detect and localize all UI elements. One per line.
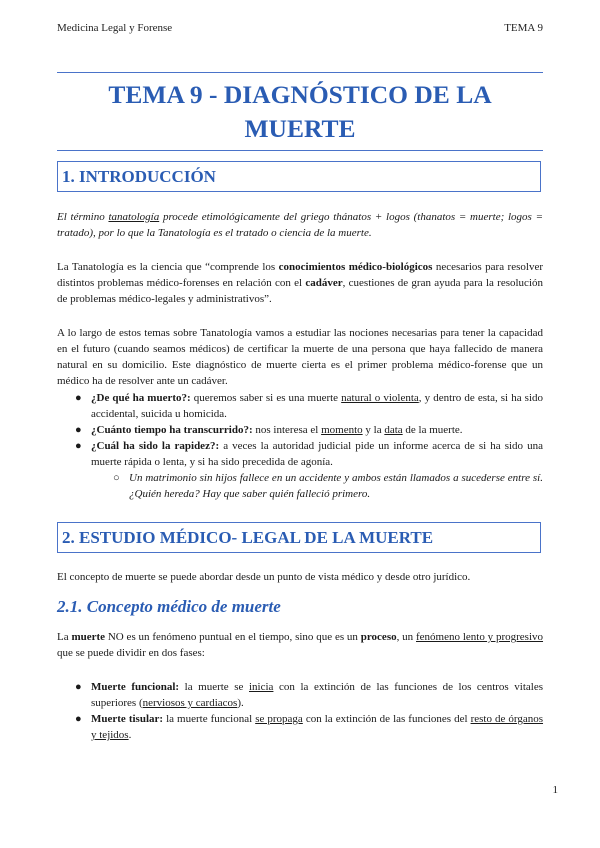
underlined-term: data <box>384 424 403 436</box>
section-heading-introduccion <box>57 161 541 192</box>
underlined-term: momento <box>321 424 363 436</box>
text-run: que se puede dividir en dos fases: <box>57 647 205 659</box>
bold-term: ¿Cuánto tiempo ha transcurrido?: <box>91 424 253 436</box>
bold-term: Muerte tisular: <box>91 713 164 725</box>
underlined-term: inicia <box>249 681 274 693</box>
list-item <box>57 422 543 438</box>
bullet-dot-icon: ● <box>75 681 82 693</box>
running-header <box>57 22 543 36</box>
text-run: . <box>128 729 132 741</box>
intro-paragraph <box>57 209 543 241</box>
text-run: procede etimológicamente del griego thánatos + logos (thanatos = muerte; logos = tratado), por lo que la Tanatología es el tratado o ciencia de la muerte. <box>57 211 543 239</box>
context-paragraph: A lo largo de estos temas sobre Tanatología vamos a estudiar las nociones necesarias para tener la capacidad en el futuro (cuando seamos médicos) de certificar la muerte de una persona que haya fallecido de manera natural en su domicilio. Este diagnóstico de muerte cierta es el primer problema médico-forense que un médico ha de resolver ante un cadáver. <box>57 327 543 387</box>
bullet-dot-icon: ● <box>75 424 82 436</box>
text-run: NO es un fenómeno puntual en el tiempo, sino que es un <box>105 631 361 643</box>
concept-paragraph: El concepto de muerte se puede abordar desde un punto de vista médico y desde otro jurídico. <box>57 571 471 583</box>
underlined-term: tanatología <box>108 211 160 223</box>
text-run: la muerte funcional <box>163 713 256 725</box>
list-item <box>57 711 543 743</box>
underlined-term: nerviosos y cardiacos <box>142 697 238 709</box>
section-heading-text: 2. ESTUDIO MÉDICO- LEGAL DE LA MUERTE <box>62 527 434 547</box>
bullet-dot-icon: ● <box>75 392 82 404</box>
bold-term: Muerte funcional: <box>91 681 180 693</box>
text-run: ). <box>237 697 244 709</box>
section-heading-estudio-medico-legal <box>57 522 541 553</box>
text-run: nos interesa el <box>252 424 322 436</box>
bold-term: cadáver <box>305 277 343 289</box>
subsection-heading: 2.1. Concepto médico de muerte <box>57 597 281 616</box>
sub-list-item <box>57 470 543 502</box>
list-item <box>57 438 543 470</box>
text-run: El término <box>57 211 109 223</box>
bold-term: ¿De qué ha muerto?: <box>91 392 191 404</box>
bullet-dot-icon: ● <box>75 440 82 452</box>
text-run: La Tanatología es la ciencia que “comprende los <box>57 261 279 273</box>
text-run: con la extinción de las funciones del <box>302 713 471 725</box>
text-run: , un <box>396 631 417 643</box>
underlined-term: fenómeno lento y progresivo <box>416 631 544 643</box>
text-run: de la muerte. <box>402 424 463 436</box>
process-paragraph <box>57 629 543 661</box>
text-run: la muerte se <box>179 681 249 693</box>
underlined-term: se propaga <box>255 713 303 725</box>
bullet-circle-icon: ○ <box>113 472 120 484</box>
header-topic: TEMA 9 <box>504 22 543 34</box>
underlined-term: resto de órganos y tejidos <box>91 713 544 741</box>
page-number: 1 <box>552 784 558 796</box>
bold-term: proceso <box>360 631 397 643</box>
underlined-term: natural o violenta <box>341 392 419 404</box>
title-bottom-rule <box>57 150 543 151</box>
bold-term: muerte <box>71 631 106 643</box>
text-run: con la extinción de las funciones de los centros vitales superiores ( <box>91 681 543 709</box>
bullet-dot-icon: ● <box>75 713 82 725</box>
title-line-2: MUERTE <box>244 114 356 143</box>
definition-paragraph <box>57 259 543 307</box>
text-run: y la <box>362 424 385 436</box>
bold-term: ¿Cuál ha sido la rapidez?: <box>91 440 220 452</box>
title-line-1: TEMA 9 - DIAGNÓSTICO DE LA <box>108 80 492 109</box>
text-run: Un matrimonio sin hijos fallece en un accidente y ambos están llamados a sucederse entre sí. ¿Quién hereda? Hay que saber quién falleció primero. <box>129 472 543 500</box>
title-top-rule <box>57 72 543 73</box>
section-heading-text: 1. INTRODUCCIÓN <box>62 166 216 186</box>
page-title <box>57 78 543 146</box>
list-item <box>57 679 543 711</box>
list-item <box>57 390 543 422</box>
text-run: a veces la autoridad judicial pide un informe acerca de si ha sido una muerte rápida o lenta, y si ha sido precedida de agonía. <box>91 440 543 468</box>
text-run: La <box>57 631 72 643</box>
text-run: necesarios para resolver distintos problemas médico-forenses en relación con el <box>57 261 543 289</box>
text-run: , cuestiones de gran ayuda para la resolución de problemas médico-legales y administrativos”. <box>57 277 543 305</box>
phases-list <box>57 679 543 743</box>
bold-term: conocimientos médico-biológicos <box>278 261 433 273</box>
header-course: Medicina Legal y Forense <box>57 22 173 34</box>
questions-list <box>57 390 543 502</box>
text-run: queremos saber si es una muerte <box>190 392 342 404</box>
text-run: , y dentro de esta, si ha sido accidental, suicida u homicida. <box>91 392 543 420</box>
